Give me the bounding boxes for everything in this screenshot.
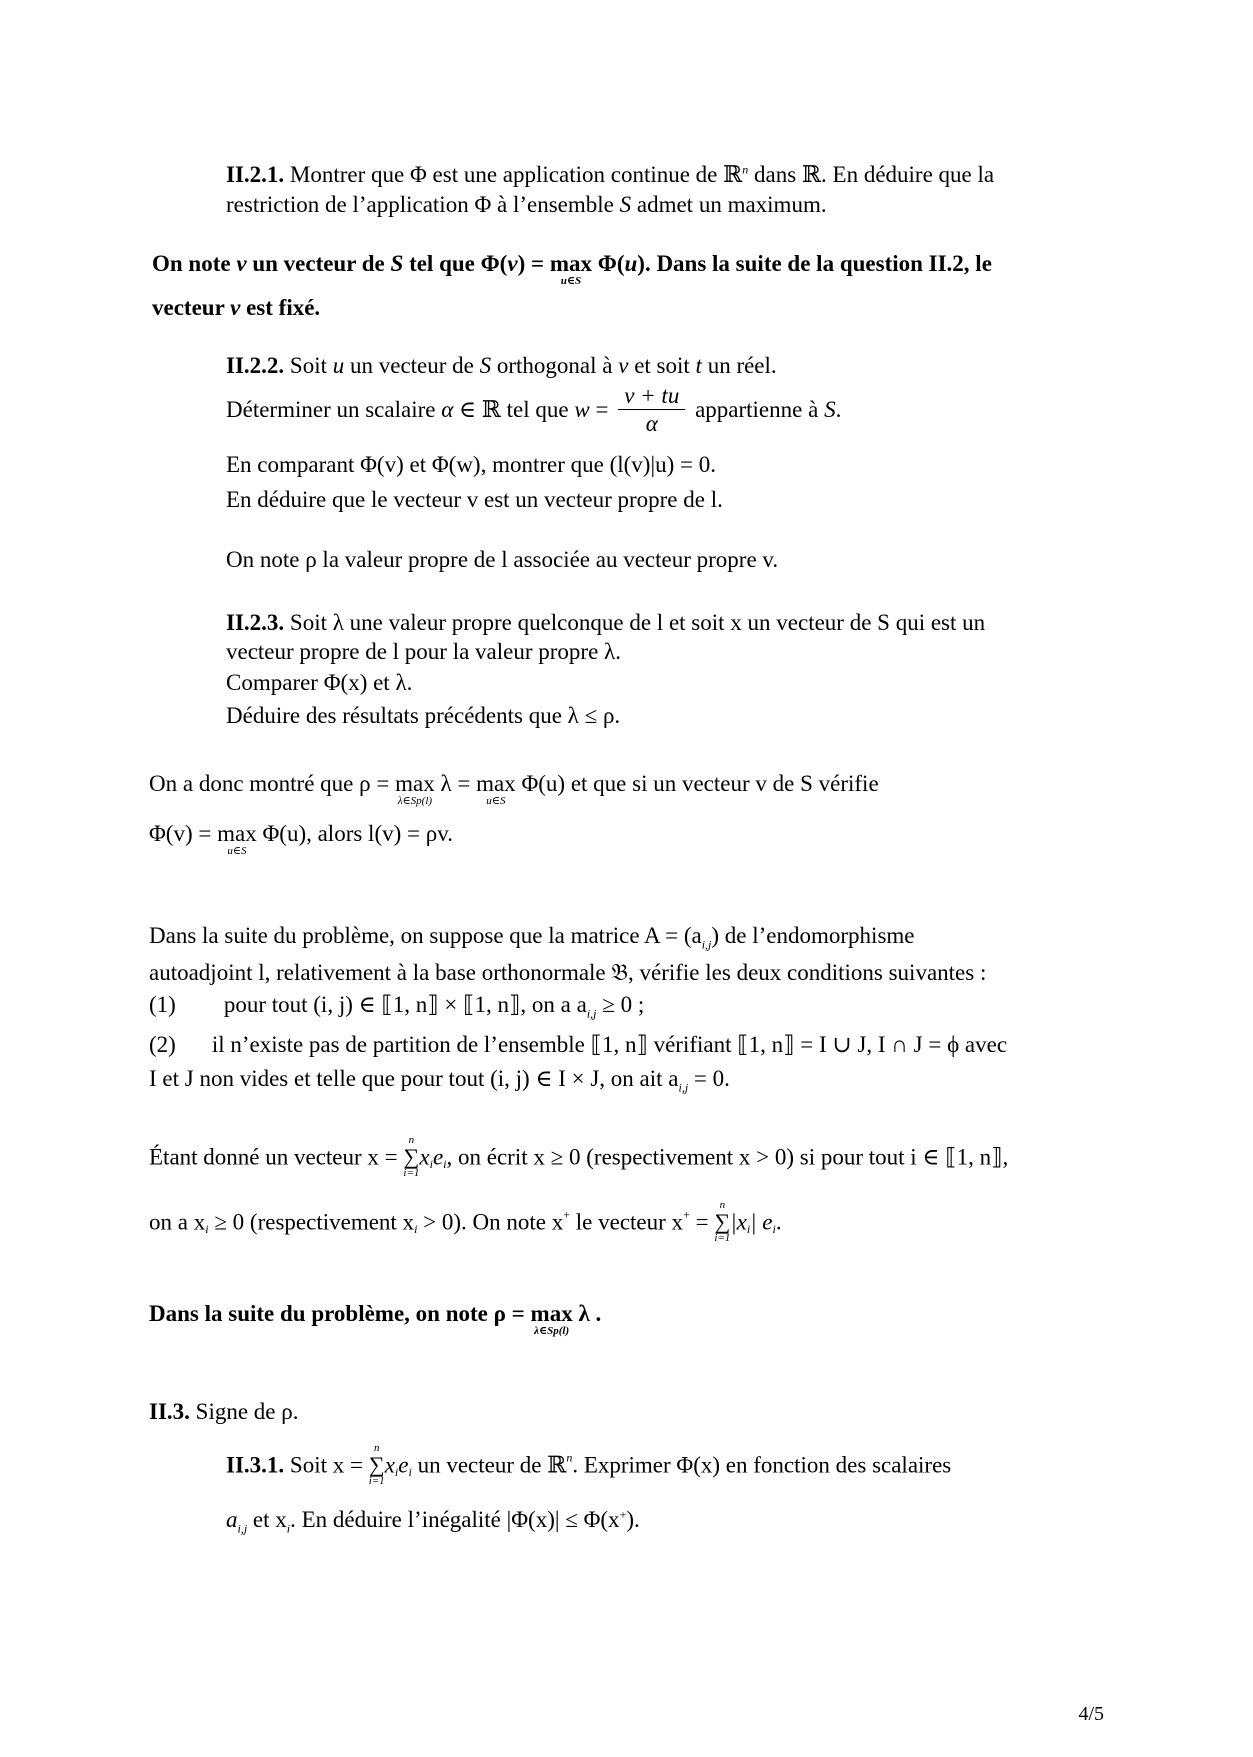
question-II-2-1: II.2.1. Montrer que Φ est une application continue de ℝ$^n$ dans ℝ. En déduire que la [226, 162, 995, 187]
text-line: on a $x_i \ge 0$ (respectivement $x_i > 0$). On note x+ le vecteur x+ = n ∑ i=1 $|x_i|$ $e_i$. [149, 1199, 782, 1244]
text-line: En déduire que le vecteur v est un vecteur propre de l. [226, 487, 723, 512]
sum-operator: n ∑ i=1 [368, 1442, 385, 1487]
section-number: II.3. [149, 1399, 190, 1424]
text-line: Étant donné un vecteur x = n ∑ i=1 $x_ie_i$, on écrit x ≥ 0 (respectivement x > 0) si pour tout i ∈ ⟦1, n⟧, [149, 1134, 1009, 1179]
question-number: II.2.1. [226, 162, 285, 187]
text-line: Déterminer un scalaire α ∈ ℝ tel que w = $\frac{v + tu}{\alpha}$ appartienne à S. [226, 383, 842, 436]
bold-statement: vecteur v est fixé. [152, 295, 321, 320]
text-line: On a donc montré que ρ = max λ∈Sp(l) λ = max u∈S Φ(u) et que si un vecteur v de S vérifie [149, 771, 879, 807]
text-line: autoadjoint l, relativement à la base orthonormale 𝔅, vérifie les deux conditions suivantes : [149, 960, 987, 985]
sum-operator: n ∑ i=1 [714, 1199, 731, 1244]
max-operator: max u∈S [217, 821, 257, 857]
text-line: En comparant Φ(v) et Φ(w), montrer que (l(v)|u) = 0. [226, 452, 716, 477]
page-number: 4/5 [1078, 1703, 1104, 1725]
question-number: II.2.3. [226, 610, 285, 635]
question-II-2-3: II.2.3. Soit λ une valeur propre quelconque de l et soit x un vecteur de S qui est un [226, 610, 986, 635]
max-operator: max u∈S [549, 251, 592, 287]
text-line: Comparer Φ(x) et λ. [226, 670, 413, 695]
question-number: II.2.2. [226, 353, 285, 378]
max-operator: max λ∈Sp(l) [530, 1301, 573, 1337]
bold-statement: On note v un vecteur de S tel que Φ(v) = max u∈S Φ(u). Dans la suite de la question II.2, le [152, 251, 992, 287]
text-line: Déduire des résultats précédents que λ ≤ ρ. [226, 703, 621, 728]
text-line: I et J non vides et telle que pour tout (i, j) ∈ I × J, on ait $a_{i,j} = 0$. [149, 1066, 730, 1095]
text-line: On note ρ la valeur propre de l associée au vecteur propre v. [226, 547, 779, 572]
text-line: vecteur propre de l pour la valeur propre λ. [226, 639, 621, 664]
question-II-2-2: II.2.2. Soit u un vecteur de S orthogonal à v et soit t un réel. [226, 353, 777, 378]
condition-2: (2) il n’existe pas de partition de l’ensemble ⟦1, n⟧ vérifiant ⟦1, n⟧ = I ∪ J, I ∩ J = ϕ avec [149, 1032, 1008, 1057]
text-line: Dans la suite du problème, on suppose que la matrice $A = (a_{i,j})$ de l’endomorphisme [149, 923, 915, 952]
text-line: $a_{i,j}$ et $x_i$. En déduire l’inégalité |Φ(x)| ≤ Φ(x+). [226, 1507, 640, 1536]
max-operator: max u∈S [476, 771, 516, 807]
max-operator: max λ∈Sp(l) [395, 771, 435, 807]
bold-statement: Dans la suite du problème, on note ρ = max λ∈Sp(l) λ . [149, 1301, 602, 1337]
sum-operator: n ∑ i=1 [403, 1134, 420, 1179]
condition-1: (1) pour tout (i, j) ∈ ⟦1, n⟧ × ⟦1, n⟧, on a $a_{i,j} \ge 0$ ; [149, 992, 645, 1021]
section-II-3: II.3. Signe de ρ. [149, 1399, 299, 1424]
fraction: $\frac{v + tu}{\alpha}$ [618, 384, 685, 435]
text-line: restriction de l’application Φ à l’ensemble S admet un maximum. [226, 192, 827, 217]
question-II-3-1: II.3.1. Soit x = n ∑ i=1 $x_ie_i$ un vecteur de ℝ$^n$. Exprimer Φ(x) en fonction des scalaires [226, 1442, 952, 1487]
text-line: Φ(v) = max u∈S Φ(u), alors l(v) = ρv. [149, 821, 453, 857]
question-number: II.3.1. [226, 1452, 285, 1478]
